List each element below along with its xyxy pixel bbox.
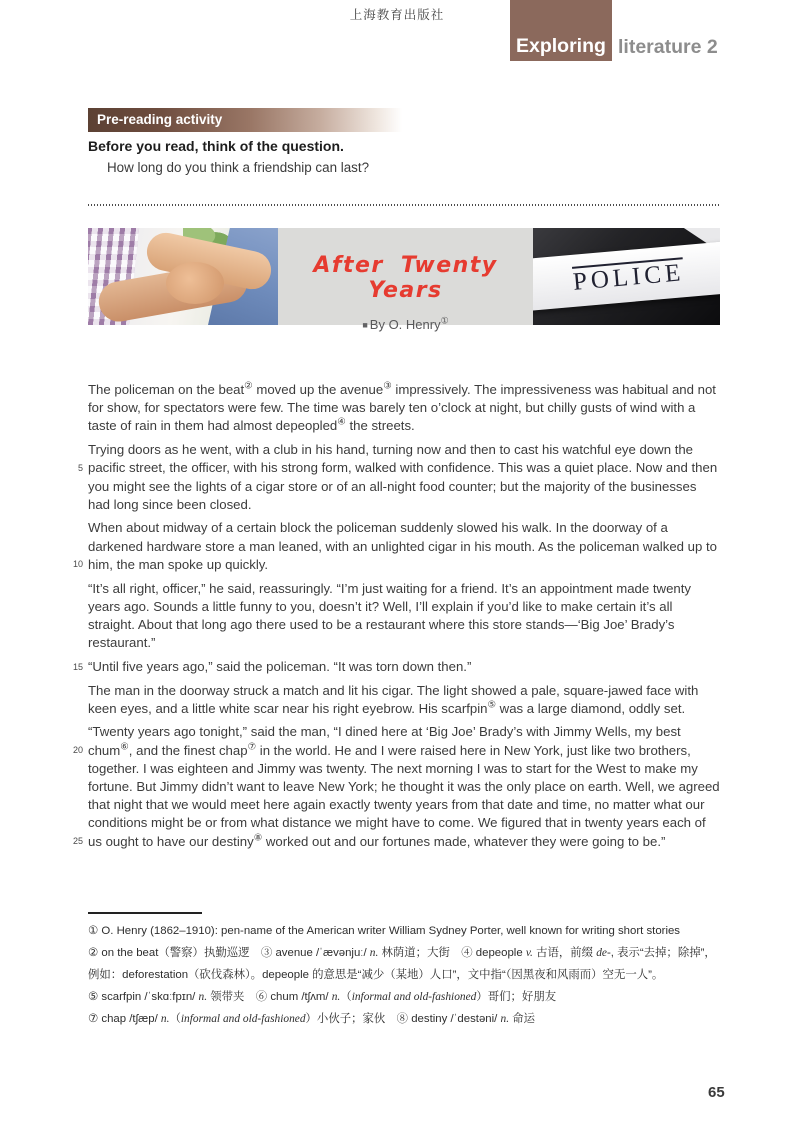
hands-clasp-shape (166, 262, 224, 304)
prereading-banner-label: Pre-reading activity (97, 112, 223, 127)
prereading-banner (88, 108, 402, 132)
story-paragraph-text: “Until five years ago,” said the policeman. “It was torn down then.” (88, 658, 472, 674)
series-badge (510, 0, 612, 61)
series-title-highlight: Exploring (516, 35, 606, 57)
handshake-photo (88, 228, 278, 325)
story-paragraph (77, 441, 721, 514)
story-title: After Twenty Years (313, 253, 498, 303)
police-sign-text: POLICE (571, 259, 686, 296)
story-paragraph-text: Trying doors as he went, with a club in his hand, turning now and then to cast his watchful eye down the pacific street, the officer, with his strong form, walked with confidence. This was a quiet place. Now and then you might see the lights of a cigar store or of an all-night food counter; but the majority of the businesses had long since been closed. (88, 442, 718, 512)
title-panel (278, 228, 533, 333)
footnote-item: ① O. Henry (1862–1910): pen-name of the American writer William Sydney Porter, well known for writing short stories (88, 925, 681, 937)
byline-text: By O. Henry① (369, 316, 449, 333)
line-number: 25 (72, 836, 83, 847)
story-paragraph: The man in the doorway struck a match and lit his cigar. The light showed a pale, square-jawed face with keen eyes, and a little white scar near his right eyebrow. His scarfpin⑤ was a large diamond, oddly set. (88, 682, 699, 716)
story-banner (88, 228, 720, 333)
line-number: 5 (77, 463, 83, 474)
page-number: 65 (708, 1084, 725, 1101)
police-photo (533, 228, 720, 325)
story-paragraph: The policeman on the beat② moved up the avenue③ impressively. The impressiveness was habitual and not for show, for spectators were few. The time was barely ten o’clock at night, but chilly gusts of wind with a taste of rain in them had almost depeopled④ the streets. (88, 380, 716, 434)
line-number: 20 (72, 745, 83, 756)
story-paragraph: “It’s all right, officer,” he said, reassuringly. “I’m just waiting for a friend. It’s an appointment made twenty years ago. Sounds a little funny to you, doesn’t it? Well, I’ll explain if you’d like to make certain it’s all straight. About that long ago there used to be a restaurant where this store stands—‘Big Joe’ Brady’s restaurant.” (88, 580, 691, 651)
footnote-separator (88, 912, 202, 914)
story-paragraph-text: When about midway of a certain block the policeman suddenly slowed his walk. In the doorway of a darkened hardware store a man leaned, with an unlighted cigar in his mouth. As the policeman walked up to him, the man spoke up quickly. (88, 520, 717, 572)
story-paragraph-text: “Twenty years ago tonight,” said the man, “I dined here at ‘Big Joe’ Brady’s with Jimmy Wells, my best chum⑥, and the finest chap⑦ in the world. He and I were raised here in New York, just like two brothers, together. I was eighteen and Jimmy was twenty. The next morning I was to start for the West to make my fortune. But Jimmy didn’t want to leave New York; he thought it was the only place on earth. Well, we agreed that night that we would meet here again exactly twenty years from that date and time, no matter what our conditions might be or from what distance we might have to come. We figured that in twenty years each of us ought to have our destiny⑧ worked out and our fortunes made, whatever they were going to be.” (88, 724, 720, 849)
prereading-prompt: Before you read, think of the question. (88, 138, 344, 154)
footnotes (88, 920, 724, 1030)
byline-square-icon: ■ (362, 320, 368, 331)
footnote-item: ⑤ scarfpin /ˈskɑːfpɪn/ n. 领带夹 ⑥ chum /tʃʌm/ n.（informal and old-fashioned）哥们；好朋友 (88, 991, 557, 1003)
line-number: 15 (72, 661, 83, 672)
line-number: 10 (72, 559, 83, 570)
story-paragraph (72, 658, 721, 676)
story-text (72, 380, 721, 856)
byline (278, 316, 533, 332)
prereading-question: How long do you think a friendship can last? (107, 160, 370, 175)
series-title-rest: literature 2 (618, 36, 718, 58)
publisher-text: 上海教育出版社 (349, 8, 445, 22)
dotted-divider (88, 204, 720, 206)
story-paragraph (72, 519, 721, 574)
footnote-item: ② on the beat（警察）执勤巡逻 ③ avenue /ˈævənjuː/ n. 林荫道；大街 ④ depeople v. 古语，前缀 de-, 表示“去掉；除掉”，例如：deforestation（砍伐森林）。depeople 的意思是“减少（某地）人口”，文中指“（因黑夜和风雨而）空无一人”。 (88, 947, 716, 981)
footnote-item: ⑦ chap /tʃæp/ n.（informal and old-fashioned）小伙子；家伙 ⑧ destiny /ˈdestəni/ n. 命运 (88, 1013, 535, 1025)
story-paragraph (72, 723, 721, 850)
police-sign (533, 241, 720, 312)
